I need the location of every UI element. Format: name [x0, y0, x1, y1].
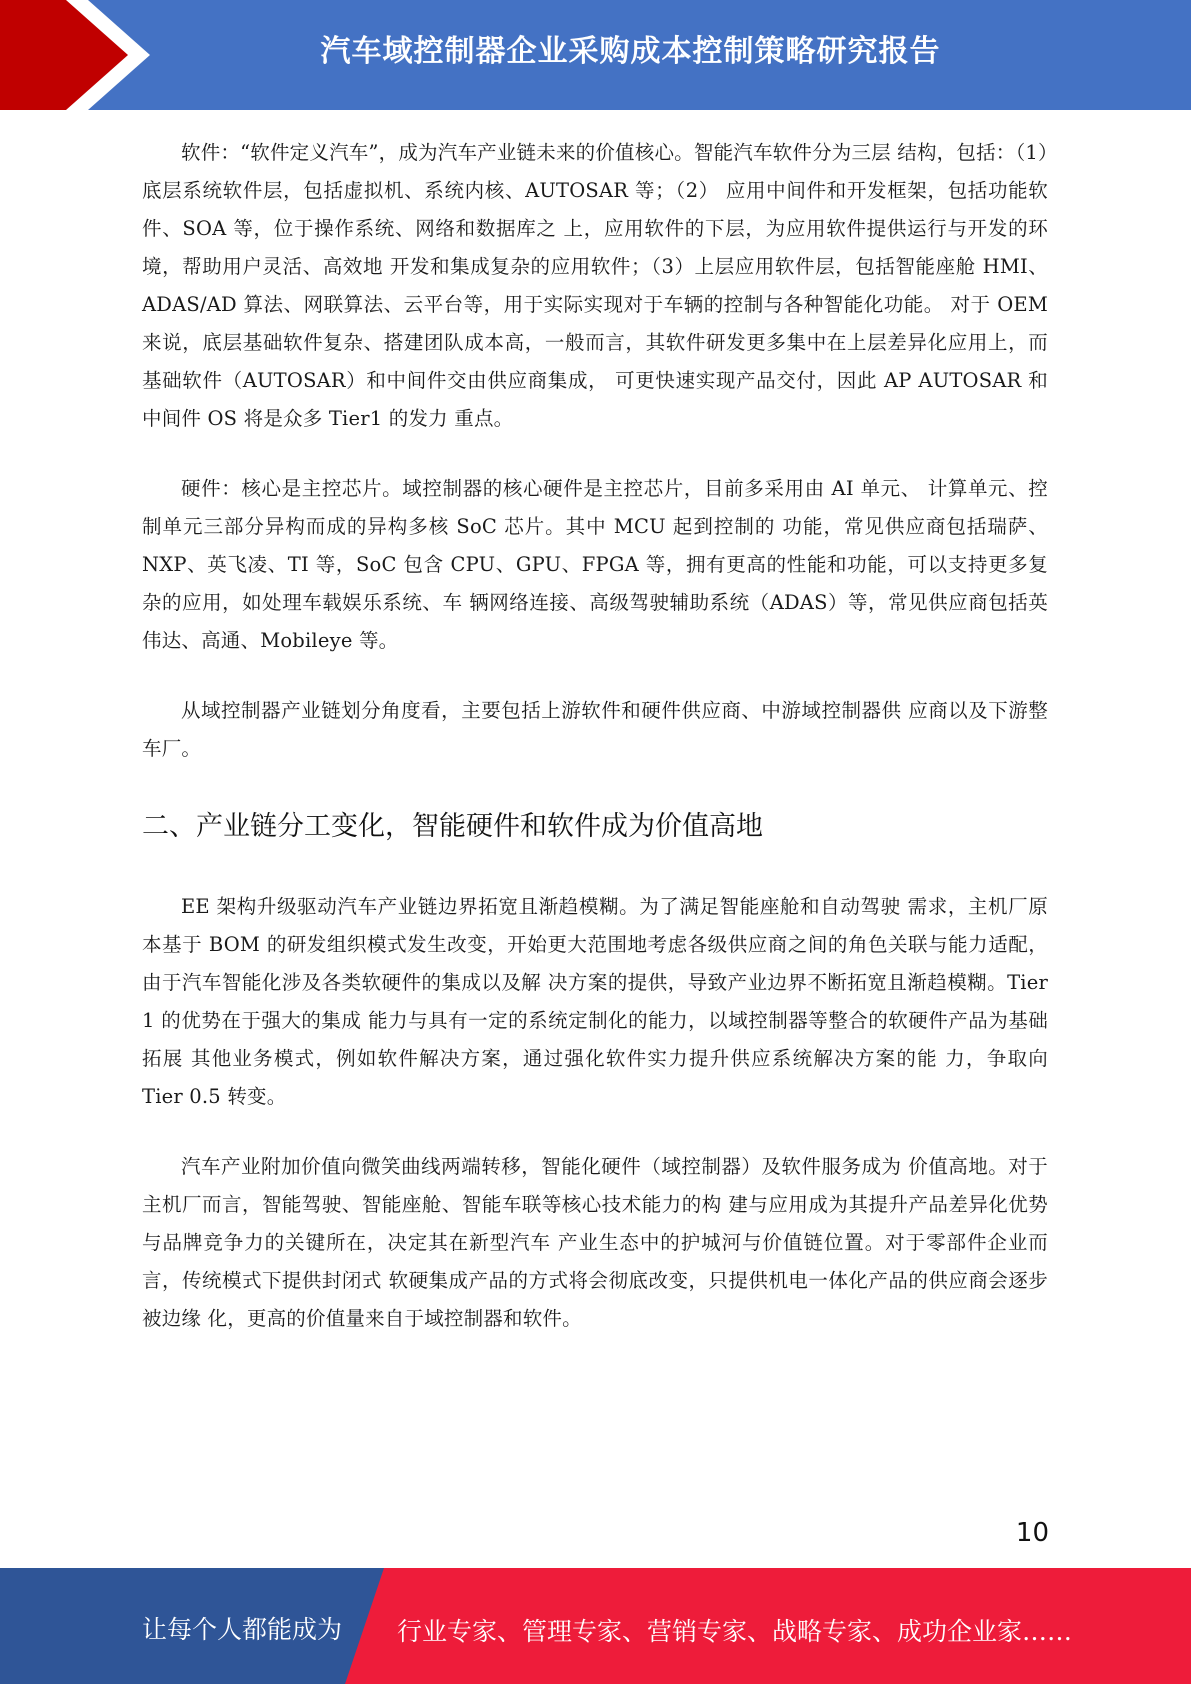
document-body [142, 134, 1048, 1338]
paragraph-ee-architecture: EE 架构升级驱动汽车产业链边界拓宽且渐趋模糊。为了满足智能座舱和自动驾驶 需求，主机厂原本基于 BOM 的研发组织模式发生改变，开始更大范围地考虑各级供应商之间的角色关联与能力适配，由于汽车智能化涉及各类软硬件的集成以及解 决方案的提供，导致产业边界不断拓宽且渐趋模糊。Tier 1 的优势在于强大的集成 能力与具有一定的系统定制化的能力，以域控制器等整合的软硬件产品为基础拓展 其他业务模式，例如软件解决方案，通过强化软件实力提升供应系统解决方案的能 力，争取向 Tier 0.5 转变。 [142, 895, 1048, 1108]
paragraph-value-shift: 汽车产业附加价值向微笑曲线两端转移，智能化硬件（域控制器）及软件服务成为 价值高地。对于主机厂而言，智能驾驶、智能座舱、智能车联等核心技术能力的构 建与应用成为其提升产品差异化优势与品牌竞争力的关键所在，决定其在新型汽车 产业生态中的护城河与价值链位置。对于零部件企业而言，传统模式下提供封闭式 软硬集成产品的方式将会彻底改变，只提供机电一体化产品的供应商会逐步被边缘 化，更高的价值量来自于域控制器和软件。 [142, 1155, 1048, 1330]
paragraph-software: 软件：“软件定义汽车”，成为汽车产业链未来的价值核心。智能汽车软件分为三层 结构，包括：（1）底层系统软件层，包括虚拟机、系统内核、AUTOSAR 等；（2） 应用中间件和开发框架，包括功能软件、SOA 等，位于操作系统、网络和数据库之 上，应用软件的下层，为应用软件提供运行与开发的环境，帮助用户灵活、高效地 开发和集成复杂的应用软件；（3）上层应用软件层，包括智能座舱 HMI、ADAS/AD 算法、网联算法、云平台等，用于实际实现对于车辆的控制与各种智能化功能。 对于 OEM 来说，底层基础软件复杂、搭建团队成本高，一般而言，其软件研发更多集中在上层差异化应用上，而基础软件（AUTOSAR）和中间件交由供应商集成， 可更快速实现产品交付，因此 AP AUTOSAR 和中间件 OS 将是众多 Tier1 的发力 重点。 [142, 141, 1048, 430]
section-heading: 二、产业链分工变化，智能硬件和软件成为价值高地 [142, 811, 763, 842]
page-number: 10 [1015, 1518, 1049, 1548]
footer-banner [0, 1568, 1191, 1684]
report-title: 汽车域控制器企业采购成本控制策略研究报告 [320, 34, 941, 69]
footer-slogan-left: 让每个人都能成为 [142, 1615, 343, 1644]
paragraph-hardware: 硬件：核心是主控芯片。域控制器的核心硬件是主控芯片，目前多采用由 AI 单元、 计算单元、控制单元三部分异构而成的异构多核 SoC 芯片。其中 MCU 起到控制的 功能，常见供应商包括瑞萨、NXP、英飞凌、TI 等，SoC 包含 CPU、GPU、FPGA 等，拥有更高的性能和功能，可以支持更多复杂的应用，如处理车载娱乐系统、车 辆网络连接、高级驾驶辅助系统（ADAS）等，常见供应商包括英伟达、高通、Mobileye 等。 [142, 477, 1048, 652]
paragraph-industry-chain: 从域控制器产业链划分角度看，主要包括上游软件和硬件供应商、中游域控制器供 应商以及下游整车厂。 [142, 699, 1048, 760]
footer-slogan-right: 行业专家、管理专家、营销专家、战略专家、成功企业家…… [397, 1617, 1073, 1646]
header-banner [0, 0, 1191, 110]
